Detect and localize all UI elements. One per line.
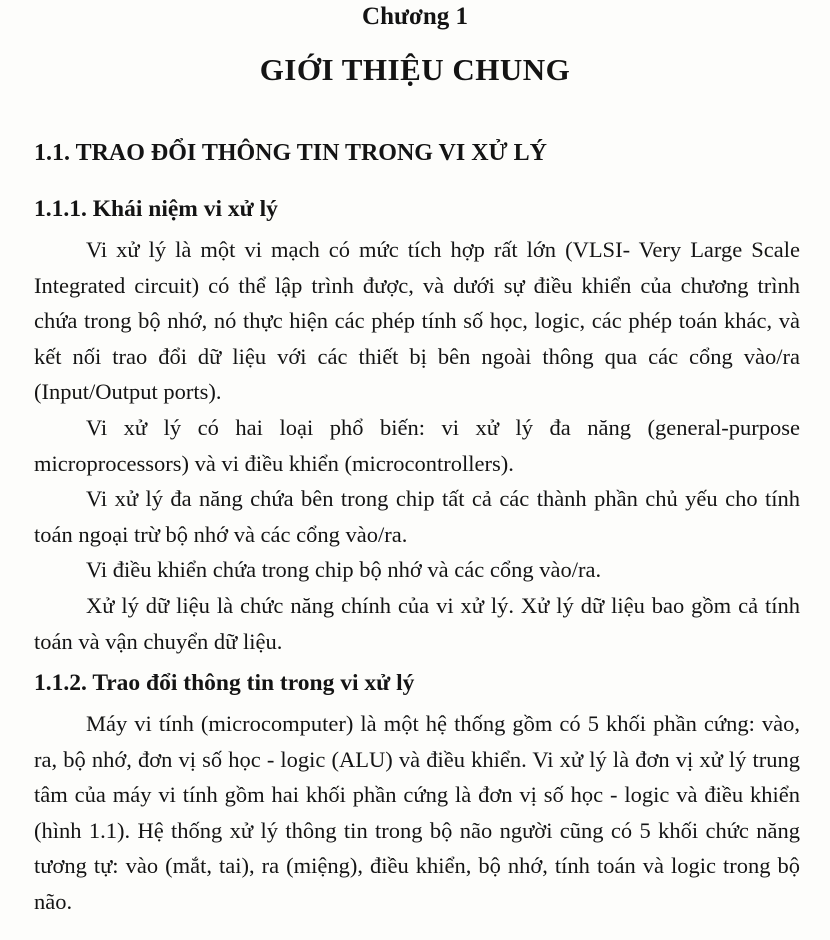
paragraph-general-purpose: Vi xử lý đa năng chứa bên trong chip tất cả các thành phần chủ yếu cho tính toán ngoại trừ bộ nhớ và các cổng vào/ra.: [34, 486, 800, 547]
paragraph-microprocessor-types: Vi xử lý có hai loại phổ biến: vi xử lý đa năng (general-purpose microprocessors) và vi điều khiển (microcontrollers).: [34, 415, 800, 476]
paragraph-microcomputer: Máy vi tính (microcomputer) là một hệ thống gồm có 5 khối phần cứng: vào, ra, bộ nhớ, đơn vị số học - logic (ALU) và điều khiển. Vi xử lý là đơn vị xử lý trung tâm của máy vi tính gồm hai khối phần cứng là đơn vị số học - logic và điều khiển (hình 1.1). Hệ thống xử lý thông tin trong bộ não người cũng có 5 khối chức năng tương tự: vào (mắt, tai), ra (miệng), điều khiển, bộ nhớ, tính toán và logic trong bộ não.: [34, 711, 800, 914]
chapter-label: Chương 1: [362, 3, 468, 30]
paragraph-microprocessor-definition: Vi xử lý là một vi mạch có mức tích hợp rất lớn (VLSI- Very Large Scale Integrated circuit) có thể lập trình được, và dưới sự điều khiển của chương trình chứa trong bộ nhớ, nó thực hiện các phép tính số học, logic, các phép toán khác, và kết nối trao đổi dữ liệu với các thiết bị bên ngoài thông qua các cổng vào/ra (Input/Output ports).: [34, 237, 800, 404]
chapter-title: GIỚI THIỆU CHUNG: [259, 52, 571, 87]
subsection-heading-1: 1.1.1. Khái niệm vi xử lý: [34, 196, 278, 222]
section-heading: 1.1. TRAO ĐỔI THÔNG TIN TRONG VI XỬ LÝ: [34, 140, 547, 166]
subsection-heading-2: 1.1.2. Trao đổi thông tin trong vi xử lý: [34, 670, 415, 696]
paragraph-microcontroller: Vi điều khiển chứa trong chip bộ nhớ và các cổng vào/ra.: [86, 557, 602, 582]
paragraph-data-processing: Xử lý dữ liệu là chức năng chính của vi xử lý. Xử lý dữ liệu bao gồm cả tính toán và vận chuyển dữ liệu.: [34, 593, 800, 654]
